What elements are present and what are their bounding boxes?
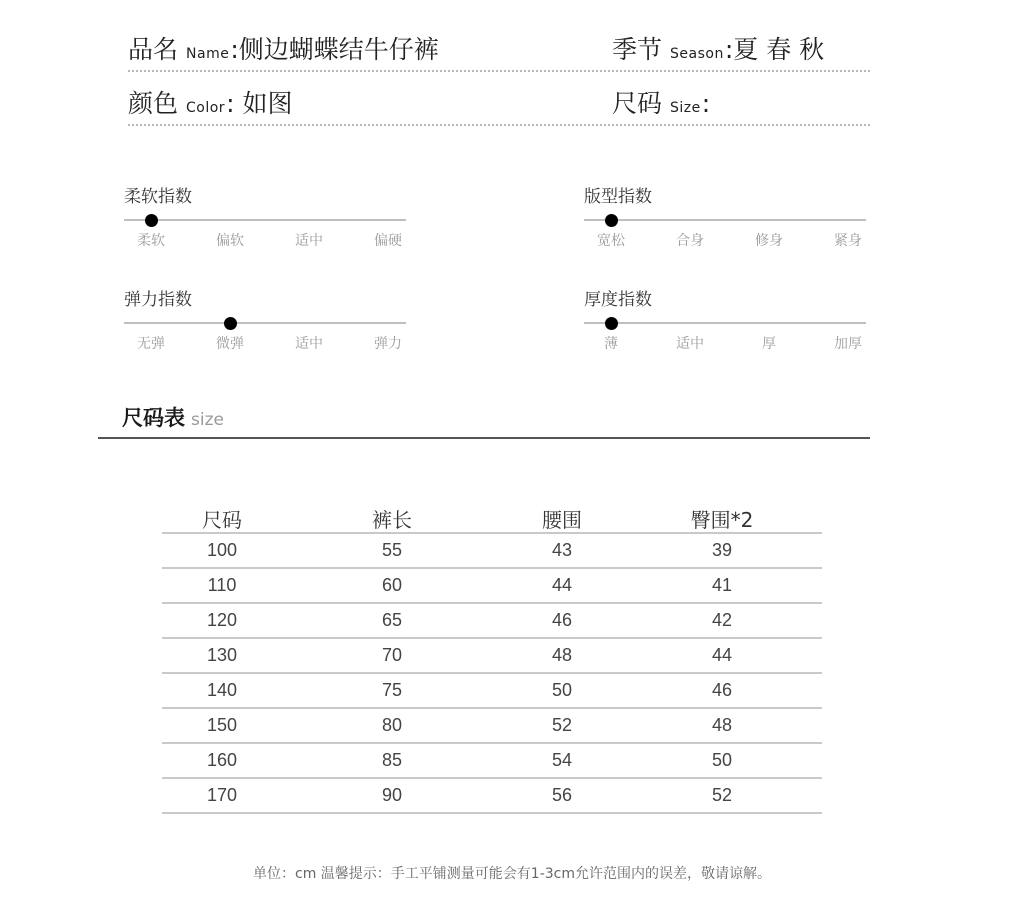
size-table-cell: 52 (711, 785, 733, 805)
elasticity-index-track (124, 322, 406, 324)
softness-option: 适中 (295, 233, 323, 249)
color-label: 颜色 (128, 89, 179, 118)
fit-option: 合身 (676, 233, 704, 249)
size-table-cell: 55 (381, 540, 403, 560)
thickness-option: 加厚 (834, 336, 862, 352)
size-table-divider (162, 777, 822, 779)
size-table-divider (162, 742, 822, 744)
size-table-cell: 50 (551, 680, 573, 700)
season-value: :夏 春 秋 (724, 35, 825, 64)
size-table-divider (162, 812, 822, 814)
softness-index (124, 182, 406, 252)
season-label: 季节 (612, 35, 663, 64)
softness-index-track (124, 219, 406, 221)
size-table-cell: 52 (551, 715, 573, 735)
size-table-cell: 48 (711, 715, 733, 735)
size-chart-subtitle: size (191, 410, 224, 430)
divider (128, 70, 870, 72)
size-table-cell: 65 (381, 610, 403, 630)
thickness-option: 适中 (676, 336, 704, 352)
size-table-cell: 39 (711, 540, 733, 560)
softness-index-title: 柔软指数 (124, 187, 192, 207)
size-table-divider (162, 637, 822, 639)
size-table-header: 尺码 (202, 508, 242, 532)
measurement-note: 单位：cm 温馨提示：手工平铺测量可能会有1-3cm允许范围内的误差，敬请谅解。 (253, 866, 771, 882)
elasticity-index (124, 285, 406, 355)
size-table-cell: 170 (206, 785, 238, 805)
thickness-option: 薄 (604, 336, 618, 352)
product-season (612, 30, 824, 66)
divider (128, 124, 870, 126)
size-table-divider (162, 567, 822, 569)
size-chart-rule (98, 437, 870, 439)
size-table-cell: 60 (381, 575, 403, 595)
name-en-label: Name (186, 46, 230, 62)
size-table-divider (162, 532, 822, 534)
size-table-cell: 44 (711, 645, 733, 665)
size-table-cell: 160 (206, 750, 238, 770)
fit-index-track (584, 219, 866, 221)
size-table-cell: 110 (207, 575, 237, 595)
size-table-divider (162, 707, 822, 709)
color-en-label: Color (186, 100, 226, 116)
size-table-cell: 42 (711, 610, 733, 630)
size-label: 尺码 (612, 89, 663, 118)
fit-option: 紧身 (834, 233, 862, 249)
size-table (162, 500, 822, 814)
elasticity-option: 微弹 (216, 336, 244, 352)
size-table-cell: 56 (551, 785, 573, 805)
name-label: 品名 (128, 35, 179, 64)
size-table-cell: 80 (381, 715, 403, 735)
size-chart-heading (122, 402, 224, 432)
size-table-cell: 54 (551, 750, 573, 770)
elasticity-option: 无弹 (137, 336, 165, 352)
product-color (128, 84, 292, 120)
size-chart-title: 尺码表 (122, 406, 185, 430)
fit-option: 修身 (755, 233, 783, 249)
size-table-cell: 44 (551, 575, 573, 595)
fit-index (584, 182, 866, 252)
product-size (612, 84, 710, 120)
size-table-divider (162, 602, 822, 604)
info-row-name-season (128, 24, 870, 72)
softness-option: 偏软 (216, 233, 244, 249)
size-table-cell: 75 (381, 680, 403, 700)
size-table-header: 裤长 (372, 508, 412, 532)
elasticity-option: 弹力 (374, 336, 402, 352)
size-table-cell: 41 (711, 575, 733, 595)
size-table-cell: 100 (206, 540, 238, 560)
size-table-cell: 120 (206, 610, 238, 630)
size-value: : (701, 89, 711, 118)
fit-index-title: 版型指数 (584, 187, 652, 207)
size-table-cell: 70 (381, 645, 403, 665)
thickness-index-title: 厚度指数 (584, 290, 652, 310)
size-table-cell: 43 (551, 540, 573, 560)
size-table-cell: 50 (711, 750, 733, 770)
size-table-cell: 90 (381, 785, 403, 805)
size-table-header: 臀围*2 (690, 508, 754, 532)
size-table-cell: 46 (551, 610, 573, 630)
size-table-divider (162, 672, 822, 674)
product-name (128, 30, 439, 66)
size-table-cell: 150 (206, 715, 238, 735)
fit-option: 宽松 (597, 233, 625, 249)
thickness-option: 厚 (762, 336, 776, 352)
size-table-cell: 46 (711, 680, 733, 700)
info-row-color-size (128, 78, 870, 126)
thickness-index-marker (605, 317, 618, 330)
color-value: : 如图 (226, 89, 293, 118)
softness-option: 偏硬 (374, 233, 402, 249)
name-value: :侧边蝴蝶结牛仔裤 (230, 35, 439, 64)
softness-option: 柔软 (137, 233, 165, 249)
elasticity-index-marker (224, 317, 237, 330)
size-table-cell: 130 (206, 645, 238, 665)
thickness-index (584, 285, 866, 355)
softness-index-marker (145, 214, 158, 227)
elasticity-index-title: 弹力指数 (124, 290, 192, 310)
size-table-cell: 48 (551, 645, 573, 665)
size-table-cell: 85 (381, 750, 403, 770)
thickness-index-track (584, 322, 866, 324)
size-table-header: 腰围 (542, 508, 582, 532)
elasticity-option: 适中 (295, 336, 323, 352)
size-table-cell: 140 (206, 680, 238, 700)
fit-index-marker (605, 214, 618, 227)
season-en-label: Season (670, 46, 724, 62)
size-en-label: Size (670, 100, 701, 116)
